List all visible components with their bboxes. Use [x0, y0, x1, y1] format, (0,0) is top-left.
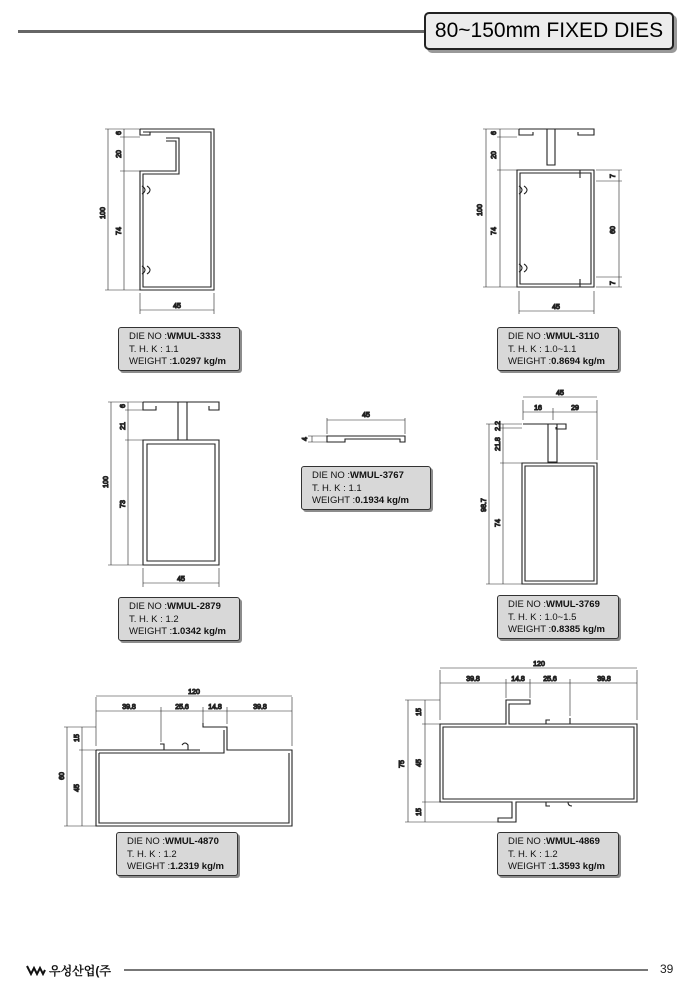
dim-span-3: 14.8 — [208, 704, 222, 711]
dim-right-mid: 60 — [610, 226, 617, 234]
spec-box-wmul-4869: DIE NO :WMUL-4869 T. H. K : 1.2 WEIGHT :1.3593 kg/m — [497, 832, 619, 876]
dim-overall-height: 100 — [477, 204, 484, 216]
thickness: 1.0~1.1 — [544, 343, 577, 355]
dim-upper: 21.8 — [495, 437, 502, 451]
thickness: 1.1 — [348, 482, 362, 494]
footer-rule — [124, 969, 648, 971]
dim-upper: 15 — [74, 734, 81, 742]
dim-span-4: 39.8 — [597, 676, 611, 683]
spec-box-wmul-3333: DIE NO :WMUL-3333 T. H. K : 1.1 WEIGHT :1.0297 kg/m — [118, 327, 240, 371]
weight: 0.1934 kg/m — [355, 495, 409, 506]
weight: 0.8694 kg/m — [551, 356, 605, 367]
die-number: WMUL-3767 — [350, 470, 404, 481]
die-number: WMUL-3333 — [167, 331, 221, 342]
dim-overall-height: 100 — [100, 207, 107, 219]
dim-top-lip: 6 — [491, 131, 498, 135]
dim-width: 120 — [533, 661, 545, 668]
page-title: 80~150mm FIXED DIES — [424, 12, 674, 50]
dim-lower: 45 — [74, 784, 81, 792]
dim-width: 45 — [362, 412, 370, 419]
spec-box-wmul-2879: DIE NO :WMUL-2879 T. H. K : 1.2 WEIGHT :1.0342 kg/m — [118, 597, 240, 641]
profile-wmul-3110 — [477, 129, 622, 314]
wave-logo-icon — [26, 964, 46, 976]
dim-lower: 73 — [120, 500, 127, 508]
thickness: 1.2 — [163, 848, 177, 860]
profile-wmul-2879 — [103, 402, 219, 587]
die-number: WMUL-3769 — [546, 599, 600, 610]
weight: 1.2319 kg/m — [170, 861, 224, 872]
dim-right-top: 7 — [610, 174, 617, 178]
dim-overall-height: 60 — [59, 772, 66, 780]
spec-box-wmul-3769: DIE NO :WMUL-3769 T. H. K : 1.0~1.5 WEIGHT :0.8385 kg/m — [497, 595, 619, 639]
dim-width: 45 — [552, 304, 560, 311]
weight: 0.8385 kg/m — [551, 624, 605, 635]
dim-upper: 20 — [491, 151, 498, 159]
page-number: 39 — [660, 962, 674, 976]
thickness: 1.1 — [165, 343, 179, 355]
dim-upper: 21 — [120, 422, 127, 430]
dim-top-lip: 2.2 — [495, 421, 502, 431]
dim-right-span: 29 — [571, 405, 579, 412]
dim-width: 45 — [173, 303, 181, 310]
weight: 1.0342 kg/m — [172, 626, 226, 637]
dim-overall-height: 75 — [399, 760, 406, 768]
dim-height: 4 — [302, 437, 309, 441]
die-number: WMUL-4870 — [165, 836, 219, 847]
dim-width: 120 — [188, 689, 200, 696]
dim-lower: 74 — [116, 227, 123, 235]
dim-width: 45 — [177, 576, 185, 583]
die-number: WMUL-4869 — [546, 836, 600, 847]
profile-wmul-4869 — [399, 661, 637, 822]
company-logo — [26, 962, 111, 978]
profile-wmul-3333 — [100, 129, 214, 314]
dim-span-1: 39.8 — [122, 704, 136, 711]
profile-wmul-3767 — [302, 412, 405, 442]
weight: 1.3593 kg/m — [551, 861, 605, 872]
die-number: WMUL-3110 — [546, 331, 600, 342]
dim-lower: 74 — [495, 519, 502, 527]
dim-width: 45 — [556, 390, 564, 397]
thickness: 1.2 — [165, 613, 179, 625]
dim-upper: 15 — [416, 708, 423, 716]
dim-overall-height: 98.7 — [481, 498, 488, 512]
thickness: 1.2 — [544, 848, 558, 860]
weight: 1.0297 kg/m — [172, 356, 226, 367]
company-name: 우성산업(주 — [49, 963, 111, 978]
dim-lower: 74 — [491, 227, 498, 235]
dim-upper: 20 — [116, 150, 123, 158]
die-number: WMUL-2879 — [167, 601, 221, 612]
spec-box-wmul-3767: DIE NO :WMUL-3767 T. H. K : 1.1 WEIGHT :0.1934 kg/m — [301, 466, 431, 510]
dim-span-2: 25.6 — [175, 704, 189, 711]
dim-left-span: 16 — [534, 405, 542, 412]
dim-top-lip: 6 — [116, 131, 123, 135]
spec-box-wmul-3110: DIE NO :WMUL-3110 T. H. K : 1.0~1.1 WEIGHT :0.8694 kg/m — [497, 327, 619, 371]
dim-middle: 45 — [416, 759, 423, 767]
dim-span-4: 39.8 — [253, 704, 267, 711]
dim-span-3: 25.6 — [543, 676, 557, 683]
thickness: 1.0~1.5 — [544, 611, 577, 623]
spec-box-wmul-4870: DIE NO :WMUL-4870 T. H. K : 1.2 WEIGHT :1.2319 kg/m — [116, 832, 238, 876]
profile-wmul-3769 — [481, 390, 597, 584]
dim-lower: 15 — [416, 808, 423, 816]
dim-right-bottom: 7 — [610, 281, 617, 285]
dim-span-2: 14.8 — [511, 676, 525, 683]
dim-span-1: 39.8 — [466, 676, 480, 683]
dim-overall-height: 100 — [103, 476, 110, 488]
profile-wmul-4870 — [59, 689, 292, 826]
dim-top-lip: 6 — [120, 404, 127, 408]
